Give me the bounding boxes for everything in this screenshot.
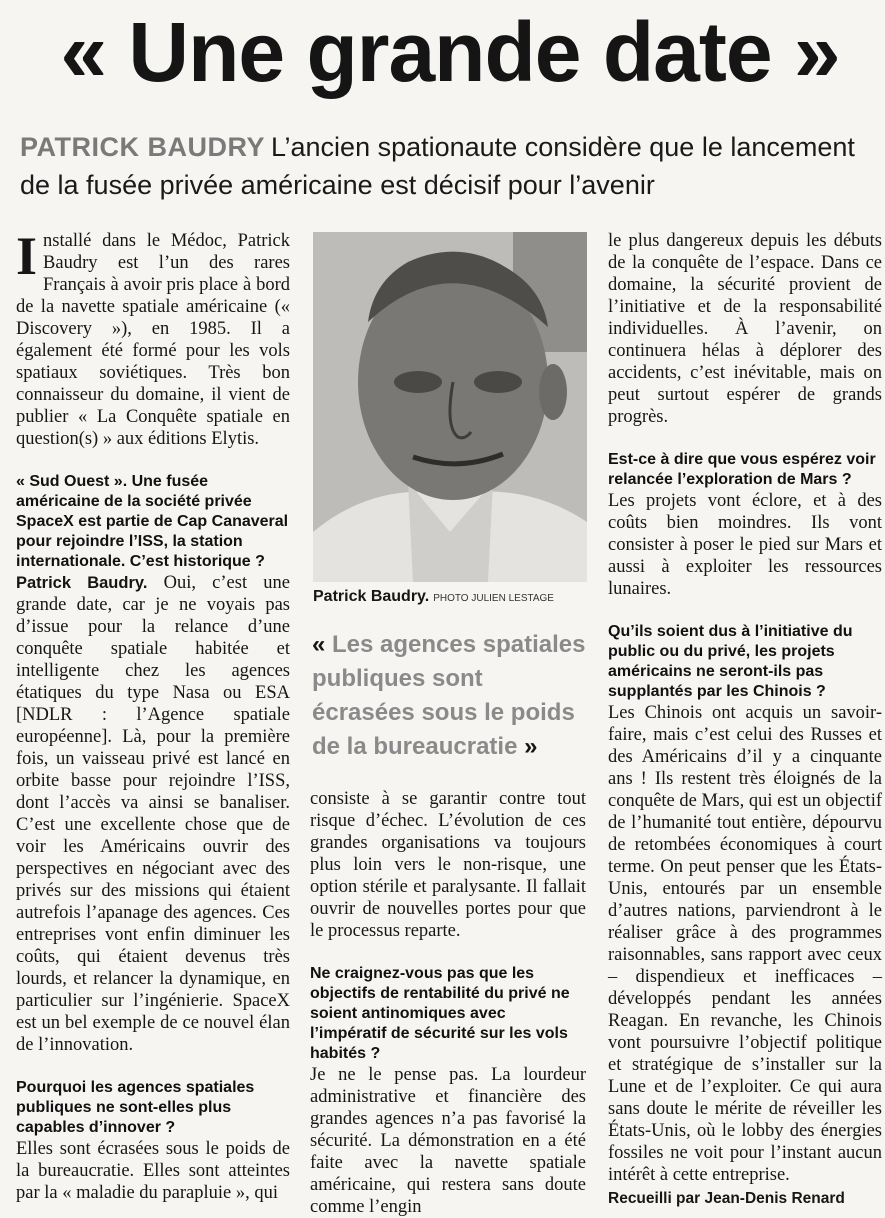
answer-5: Les Chinois ont acquis un savoir-faire, mais c’est celui des Russes et des Américains d’il y a cinquante ans ! Ils restent très éloignés de la conquête de Mars, qui est un objectif de l’humanité tout entière, dépourvu de retombées économiques à court terme. On peut penser que les États-Unis, entourés par un ensemble d’autres nations, parviendront à le réaliser grâce à des programmes raisonnables, sans rapport avec ceux – dispendieux et inefficaces – développés pendant les années Reagan. En revanche, les Chinois vont poursuivre l’objectif politique et stratégique de s’installer sur la Lune et de l’exploiter. Ce qui aura sans doute le mérite de réveiller les États-Unis, où le lobby des énergies fossiles ne voit pour l’instant aucun intérêt à cette entreprise. — [608, 703, 882, 1185]
question-4: Est-ce à dire que vous espérez voir relancée l’exploration de Mars ? — [608, 451, 876, 488]
answer-4: Les projets vont éclore, et à des coûts bien moindres. Ils vont consister à poser le pied sur Mars et aussi à exploiter les ressources lunaires. — [608, 491, 882, 599]
question-5: Qu’ils soient dus à l’initiative du public ou du privé, les projets américains ne seront-ils pas supplantés par les Chinois ? — [608, 623, 853, 700]
photo-caption — [313, 588, 593, 606]
portrait-photo — [313, 232, 587, 582]
headline: « Une grande date » — [60, 5, 840, 99]
photo-credit: PHOTO JULIEN LESTAGE — [433, 593, 554, 604]
answer-2-part-1: Elles sont écrasées sous le poids de la bureaucratie. Elles sont atteintes par la « maladie du parapluie », qui — [16, 1139, 290, 1203]
question-1: « Sud Ouest ». Une fusée américaine de la société privée SpaceX est partie de Cap Canaveral pour rejoindre l’ISS, la station internationale. C’est historique ? — [16, 473, 289, 570]
photo-caption-name: Patrick Baudry. — [313, 588, 430, 605]
intro-text: nstallé dans le Médoc, Patrick Baudry est l’un des rares Français à avoir pris place à bord de la navette spatiale américaine (« Discovery »), en 1985. Il a également été formé pour les vols spatiaux soviétiques. Très bon connaisseur du domaine, il vient de publier « La Conquête spatiale en question(s) » aux éditions Elytis. — [16, 231, 290, 449]
answer-1-speaker: Patrick Baudry. — [16, 574, 148, 592]
column-2 — [310, 788, 586, 1218]
question-2: Pourquoi les agences spatiales publiques ne sont-elles plus capables d’innover ? — [16, 1079, 255, 1136]
answer-1 — [16, 572, 290, 1056]
pull-quote-text: Les agences spatiales publiques sont écrasées sous le poids de la bureaucratie — [312, 631, 586, 760]
answer-3-part-2: le plus dangereux depuis les débuts de la conquête de l’espace. Dans ce domaine, la sécurité provient de l’initiative et de la responsabilité individuelles. À l’avenir, on continuera hélas à déplorer des accidents, c’est inévitable, mais on peut surtout espérer de grands progrès. — [608, 231, 882, 427]
answer-1-text: Oui, c’est une grande date, car je ne voyais pas d’issue pour la relance d’une conquête spatiale habitée et intelligente chez les agences étatiques du type Nasa ou ESA [NDLR : l’Agence spatiale européenne]. Là, pour la première fois, un vaisseau privé est lancé en orbite basse pour rejoindre l’ISS, dont l’accès va ainsi se banaliser. C’est une excellente chose que de voir les Américains ouvrir des perspectives en négociant avec des privés sur des missions qui étaient autrefois l’apanage des agences. Ces entreprises vont enfin diminuer les coûts, qui étaient devenus très lourds, et relancer la dynamique, en particulier sur l’ingénierie. SpaceX est un bel exemple de ce nouvel élan de l’innovation. — [16, 573, 291, 1055]
subtitle — [20, 128, 880, 204]
pull-quote-close: » — [517, 733, 538, 760]
pull-quote — [312, 628, 592, 764]
column-3 — [608, 230, 882, 1210]
answer-2-part-2: consiste à se garantir contre tout risque d’échec. L’évolution de ces grandes organisations va toujours plus loin vers le non-risque, une option stérile et paralysante. Il fallait ouvrir de nouvelles portes pour que le processus reparte. — [310, 789, 586, 941]
drop-cap: I — [16, 226, 38, 286]
byline: Recueilli par Jean-Denis Renard — [608, 1190, 845, 1207]
column-1 — [16, 226, 291, 1204]
intro-paragraph — [16, 226, 290, 450]
subtitle-name: PATRICK BAUDRY — [20, 132, 265, 162]
question-3: Ne craignez-vous pas que les objectifs de rentabilité du privé ne soient antinomiques avec l’impératif de sécurité sur les vols habités ? — [310, 965, 570, 1062]
answer-3-part-1: Je ne le pense pas. La lourdeur administrative et financière des grandes agences n’a pas favorisé la sécurité. La démonstration en a été faite avec la navette spatiale américaine, qui restera sans doute comme l’engin — [310, 1065, 586, 1217]
portrait-illustration — [313, 232, 587, 582]
subtitle-text: L’ancien spationaute considère que le lancement de la fusée privée américaine est décisif pour l’avenir — [20, 132, 855, 200]
pull-quote-open: « — [312, 631, 333, 658]
